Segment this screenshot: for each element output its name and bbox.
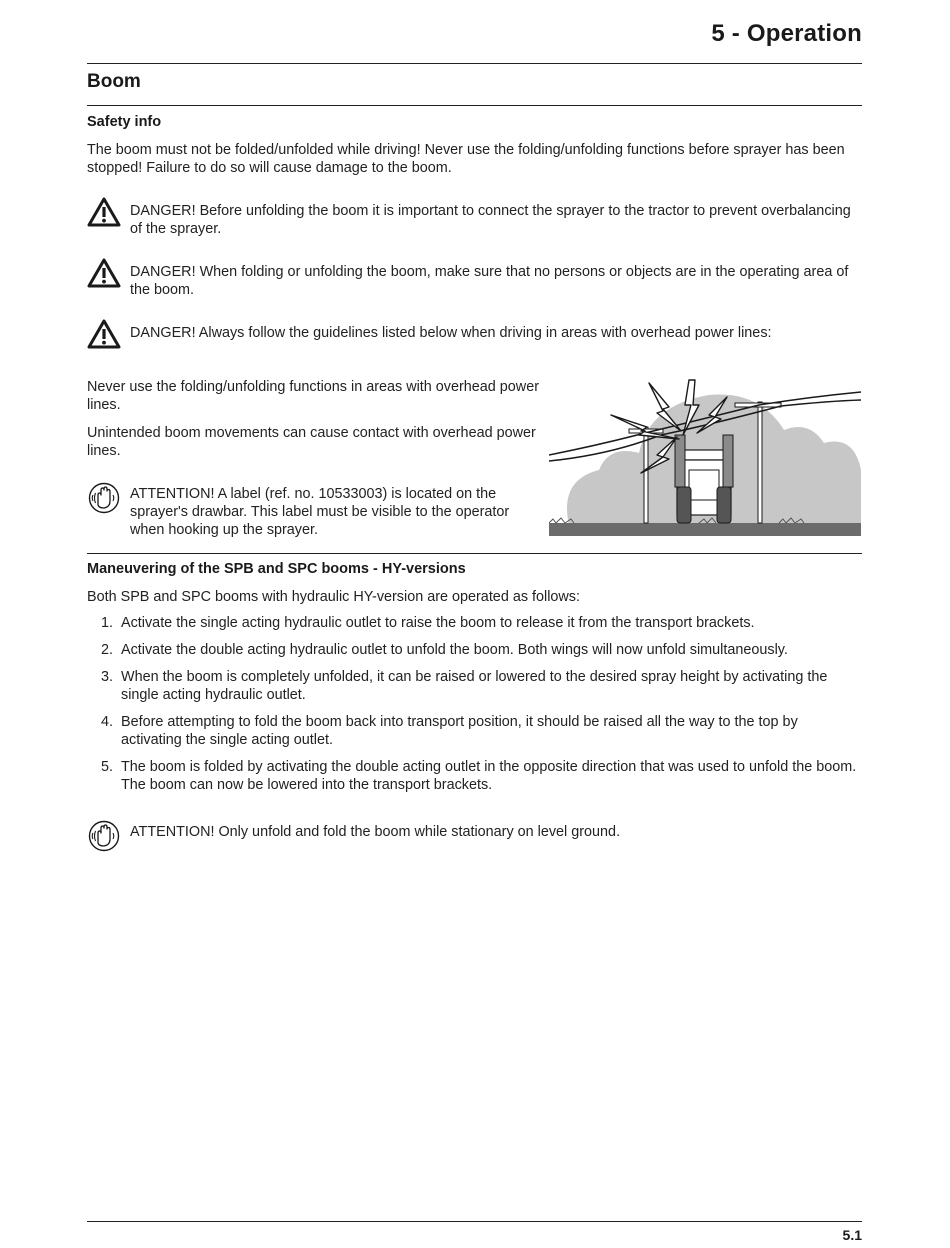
step-number: 3. (101, 669, 114, 685)
safety-info-heading: Safety info (87, 114, 162, 130)
attention-stationary-text: ATTENTION! Only unfold and fold the boom while stationary on level ground. (130, 824, 621, 840)
page-number: 5.1 (842, 1227, 862, 1243)
warning-triangle-icon (87, 196, 121, 230)
step-number: 1. (101, 615, 114, 631)
warning-triangle-icon (87, 257, 121, 291)
danger-text-1: DANGER! Before unfolding the boom it is important to connect the sprayer to the tractor to prevent overbalancing of the sprayer. (130, 203, 851, 237)
footer-rule (87, 1221, 862, 1222)
ground (549, 523, 861, 536)
header-rule (87, 63, 862, 64)
maneuvering-intro: Both SPB and SPC booms with hydraulic HY-version are operated as follows: (87, 589, 580, 605)
list-item (87, 614, 862, 632)
maneuvering-steps (87, 614, 862, 803)
step-text: Activate the double acting hydraulic outlet to unfold the boom. Both wings will now unfold simultaneously. (121, 642, 788, 658)
power-pole-right (758, 402, 762, 523)
list-item (87, 668, 862, 704)
section-title: Boom (87, 71, 141, 92)
danger-note-1 (87, 202, 862, 242)
step-number: 4. (101, 714, 114, 730)
chapter-title: 5 - Operation (711, 20, 862, 47)
danger-note-2 (87, 263, 862, 303)
list-item (87, 641, 862, 659)
danger-text-2: DANGER! When folding or unfolding the boom, make sure that no persons or objects are in the operating area of the boom. (130, 264, 849, 298)
step-text: The boom is folded by activating the double acting outlet in the opposite direction that was used to unfold the boom. The boom can now be lowered into the transport brackets. (121, 759, 857, 793)
maneuvering-heading: Maneuvering of the SPB and SPC booms - HY-versions (87, 561, 466, 577)
attention-stationary-note (87, 823, 862, 853)
step-text: Before attempting to fold the boom back into transport position, it should be raised all the way to the top by activating the single acting outlet. (121, 714, 798, 748)
list-item (87, 713, 862, 749)
attention-label-text: ATTENTION! A label (ref. no. 10533003) is located on the sprayer's drawbar. This label must be visible to the operator when hooking up the sprayer. (130, 486, 510, 538)
hand-symbol-icon (87, 481, 121, 515)
section-rule (87, 105, 862, 106)
step-text: Activate the single acting hydraulic outlet to raise the boom to release it from the transport brackets. (121, 615, 755, 631)
power-line-illustration (549, 375, 862, 538)
divider-rule (87, 553, 862, 554)
step-text: When the boom is completely unfolded, it can be raised or lowered to the desired spray height by activating the single acting hydraulic outlet. (121, 669, 828, 703)
danger-text-3: DANGER! Always follow the guidelines listed below when driving in areas with overhead power lines: (130, 325, 772, 341)
list-item (87, 758, 862, 794)
safety-intro: The boom must not be folded/unfolded while driving! Never use the folding/unfolding functions before sprayer has been stopped! Failure to do so will cause damage to the boom. (87, 142, 845, 176)
power-line-text-2: Unintended boom movements can cause contact with overhead power lines. (87, 425, 536, 459)
attention-label-note (87, 485, 539, 541)
hand-symbol-icon (87, 819, 121, 853)
step-number: 2. (101, 642, 114, 658)
power-line-text-1: Never use the folding/unfolding functions in areas with overhead power lines. (87, 379, 539, 413)
step-number: 5. (101, 759, 114, 775)
warning-triangle-icon (87, 318, 121, 352)
danger-note-3 (87, 324, 862, 354)
